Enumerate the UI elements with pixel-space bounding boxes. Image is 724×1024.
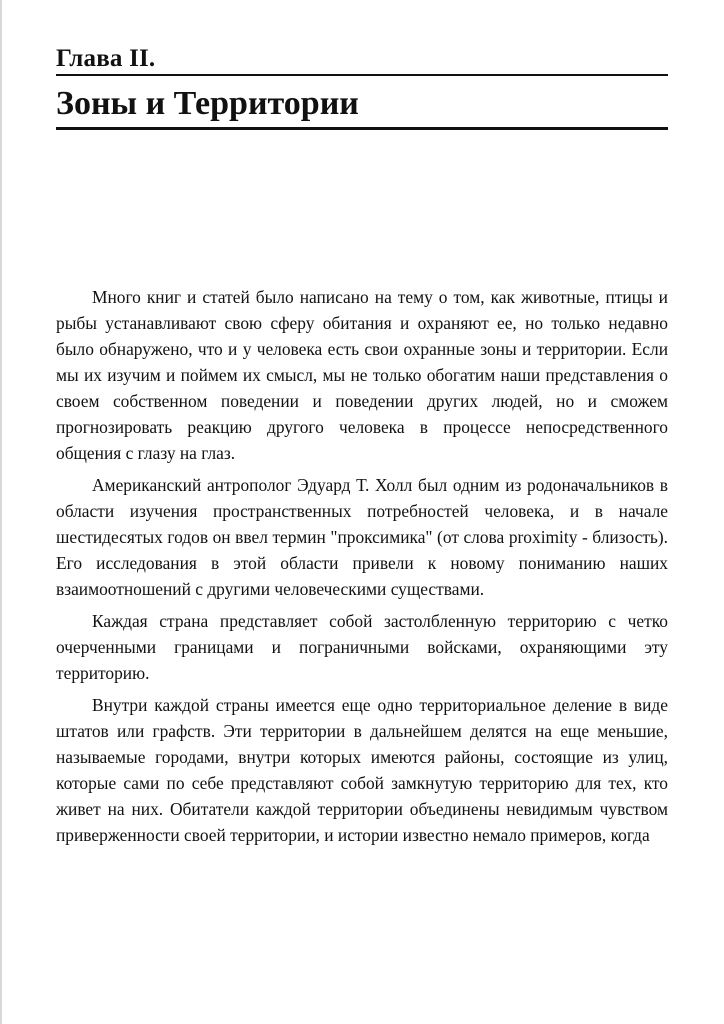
chapter-title: Зоны и Территории [56,85,359,122]
body-text [56,284,668,848]
paragraph-1: Много книг и статей было написано на тему о том, как животные, птицы и рыбы устанавливают свою сферу обитания и охраняют ее, но только недавно было обнаружено, что и у человека есть свои охранные зоны и территории. Если мы их изучим и поймем их смысл, мы не только обогатим наши представления о своем собственном поведении и поведении других людей, но и сможем прогнозировать реакцию другого человека в процессе непосредственного общения с глазу на глаз. [56,287,668,463]
header-rule-top [56,74,668,76]
chapter-label: Глава II. [56,45,156,72]
page-edge [0,0,2,1024]
paragraph-2: Американский антрополог Эдуард Т. Холл был одним из родоначальников в области изучения пространственных потребностей человека, и в начале шестидесятых годов он ввел термин "проксимика" (от слова proximity - близость). Его исследования в этой области привели к новому пониманию наших взаимоотношений с другими человеческими существами. [56,475,668,599]
header-rule-bottom [56,127,668,130]
paragraph-4: Внутри каждой страны имеется еще одно территориальное деление в виде штатов или графств. Эти территории в дальнейшем делятся на еще меньшие, называемые городами, внутри которых имеются районы, состоящие из улиц, которые сами по себе представляют собой замкнутую территорию для тех, кто живет на них. Обитатели каждой территории объединены невидимым чувством приверженности своей территории, и истории известно немало примеров, когда [56,695,668,845]
paragraph-3: Каждая страна представляет собой застолбленную территорию с четко очерченными границами и пограничными войсками, охраняющими эту территорию. [56,611,668,683]
